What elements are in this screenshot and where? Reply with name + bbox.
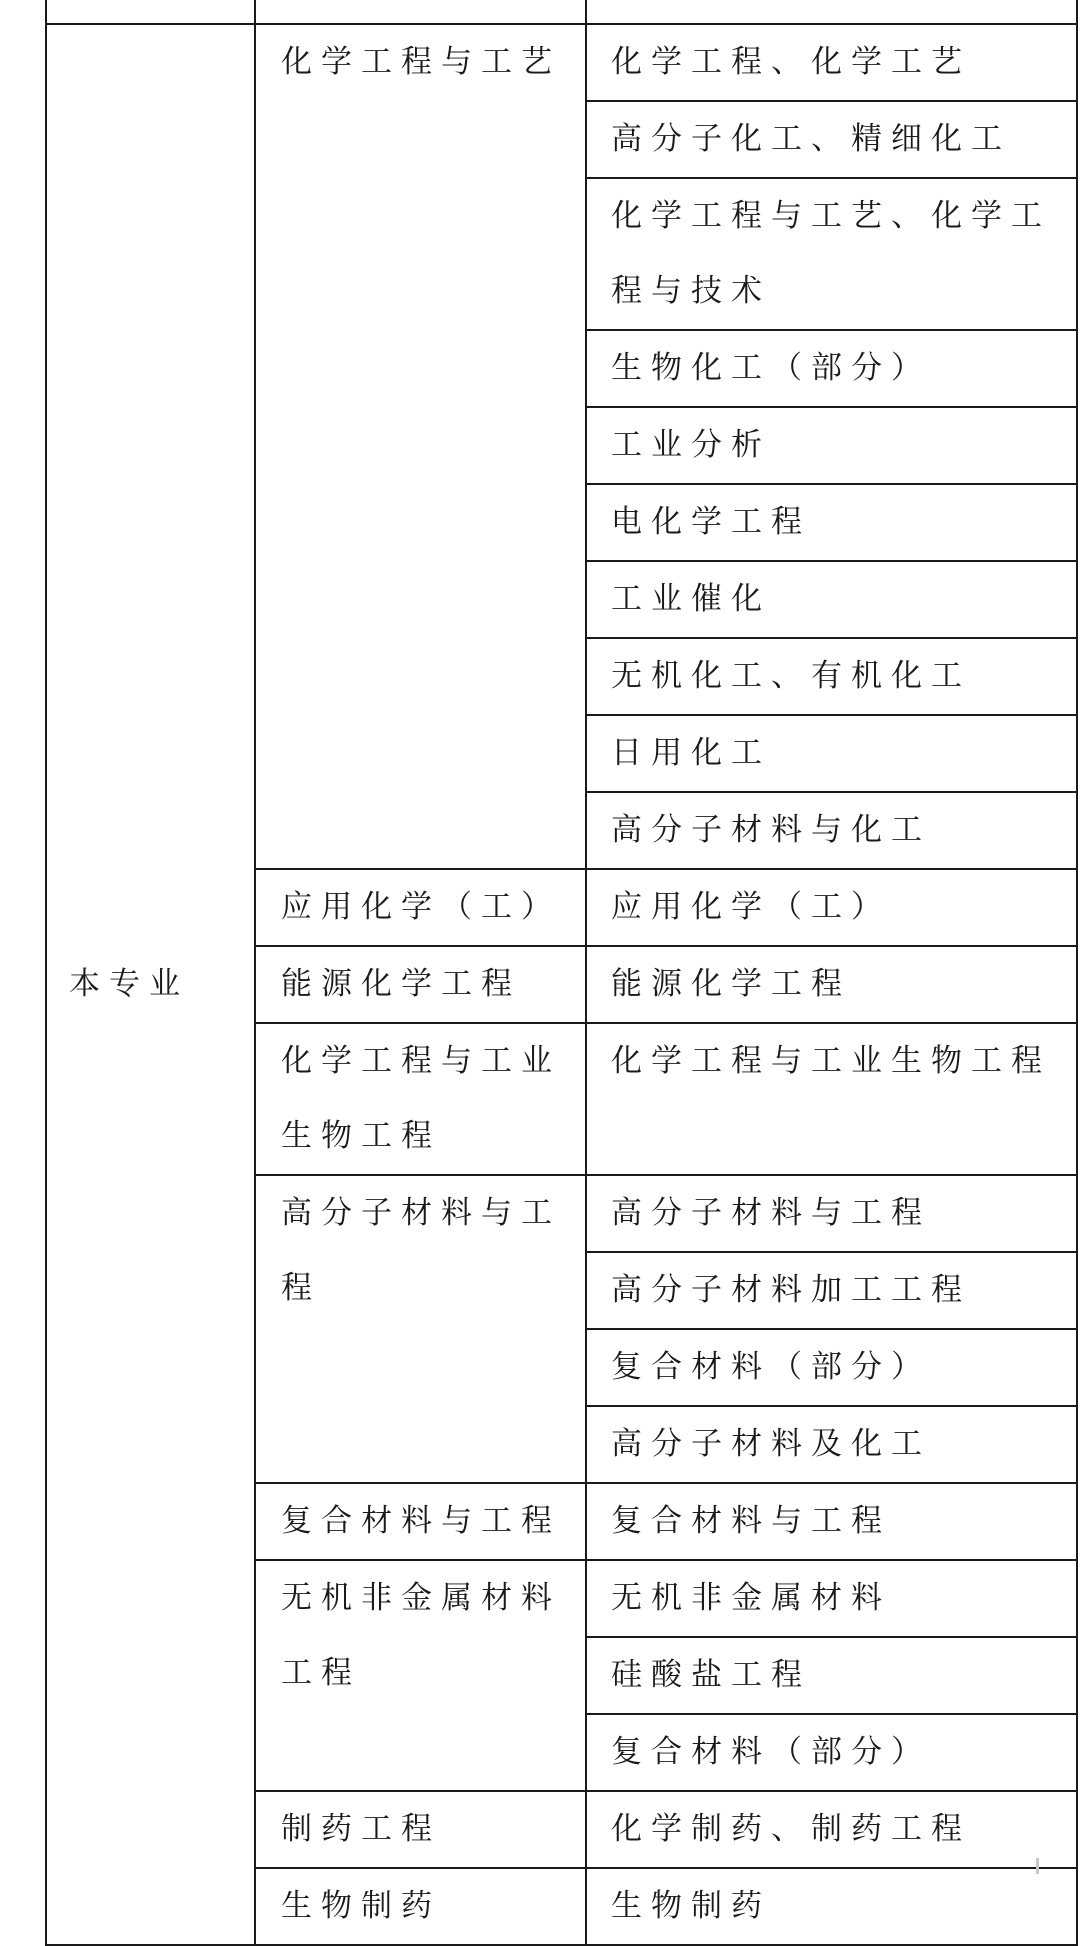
- category-cell: 本专业: [46, 24, 255, 1945]
- table-body: [46, 0, 1077, 1945]
- equivalent-major-cell: 化学工程、化学工艺: [586, 24, 1077, 101]
- major-cell: 化学工程与工业生物工程: [255, 1023, 586, 1175]
- major-equivalence-table: [45, 0, 1078, 1946]
- major-cell: 化学工程与工艺: [255, 24, 586, 869]
- category-cell-top: [46, 0, 255, 24]
- equivalent-major-cell: 能源化学工程: [586, 946, 1077, 1023]
- equivalent-major-cell: 生物化工（部分）: [586, 330, 1077, 407]
- equivalent-major-cell: 复合材料（部分）: [586, 1714, 1077, 1791]
- equivalent-major-cell: 高分子材料与化工: [586, 792, 1077, 869]
- major-cell-top: [255, 0, 586, 24]
- table-row: [46, 24, 1077, 101]
- page-edge-mark: [1036, 1858, 1039, 1874]
- major-cell: 复合材料与工程: [255, 1483, 586, 1560]
- major-cell: 制药工程: [255, 1791, 586, 1868]
- equivalent-major-cell: 高分子化工、精细化工: [586, 101, 1077, 178]
- major-cell: 应用化学（工）: [255, 869, 586, 946]
- major-cell: 生物制药: [255, 1868, 586, 1945]
- major-cell: 能源化学工程: [255, 946, 586, 1023]
- equivalent-major-cell: 无机非金属材料: [586, 1560, 1077, 1637]
- equivalent-major-cell: 高分子材料加工工程: [586, 1252, 1077, 1329]
- equivalent-major-cell: 电化学工程: [586, 484, 1077, 561]
- equivalent-major-cell: 硅酸盐工程: [586, 1637, 1077, 1714]
- equivalent-major-cell: 化学工程与工艺、化学工程与技术: [586, 178, 1077, 330]
- equivalent-major-cell: 工业催化: [586, 561, 1077, 638]
- equivalent-major-cell: 高分子材料及化工: [586, 1406, 1077, 1483]
- equivalent-major-cell: 复合材料与工程: [586, 1483, 1077, 1560]
- equivalent-major-cell: 工业分析: [586, 407, 1077, 484]
- equivalent-major-cell: 化学制药、制药工程: [586, 1791, 1077, 1868]
- equivalent-major-cell: 复合材料（部分）: [586, 1329, 1077, 1406]
- equivalent-cell-top: [586, 0, 1077, 24]
- equivalent-major-cell: 化学工程与工业生物工程: [586, 1023, 1077, 1175]
- equivalent-major-cell: 无机化工、有机化工: [586, 638, 1077, 715]
- equivalent-major-cell: 日用化工: [586, 715, 1077, 792]
- equivalent-major-cell: 应用化学（工）: [586, 869, 1077, 946]
- major-cell: 高分子材料与工程: [255, 1175, 586, 1483]
- table-row-top-partial: [46, 0, 1077, 24]
- equivalent-major-cell: 生物制药: [586, 1868, 1077, 1945]
- equivalent-major-cell: 高分子材料与工程: [586, 1175, 1077, 1252]
- major-cell: 无机非金属材料工程: [255, 1560, 586, 1791]
